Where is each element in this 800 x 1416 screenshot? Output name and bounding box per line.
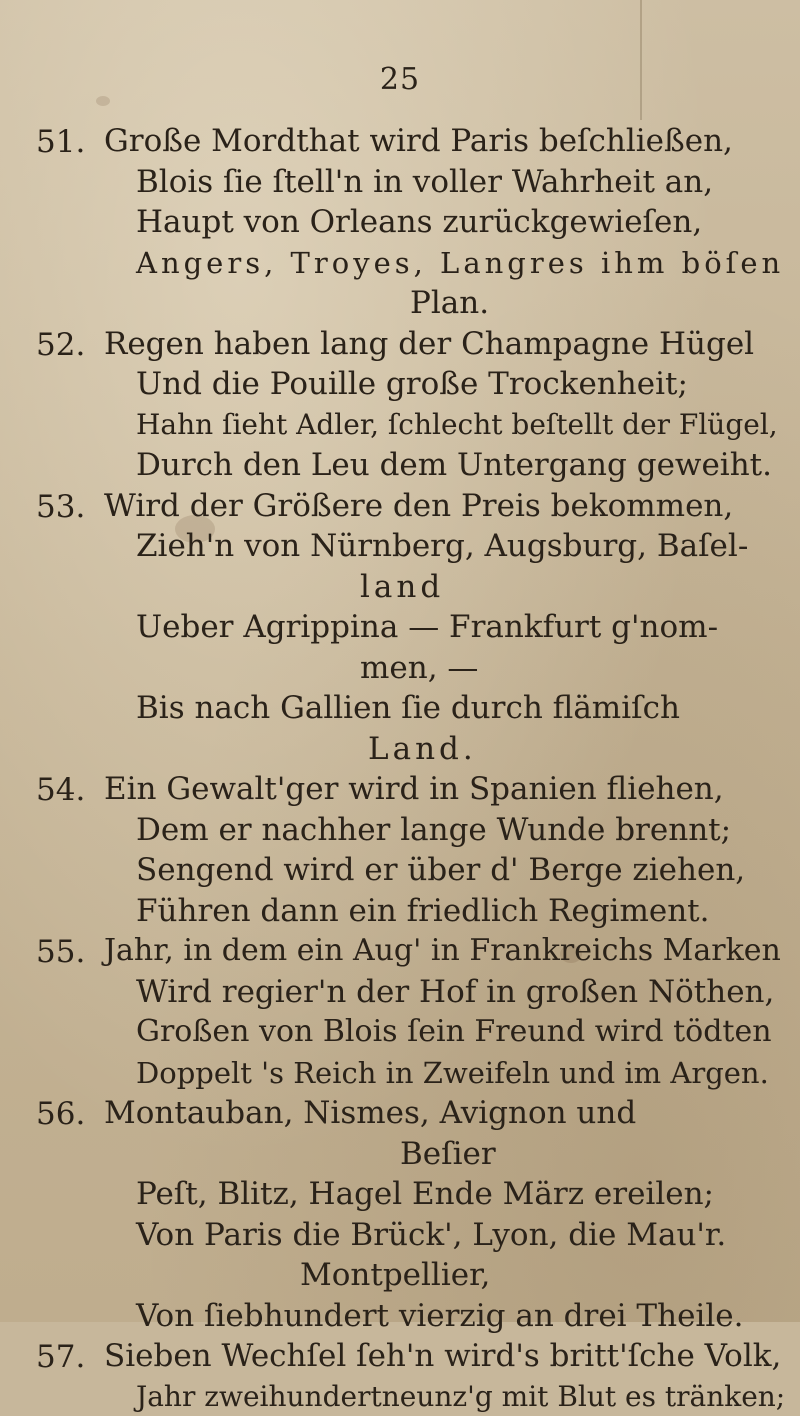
verse-line: Sieben Wechſel ſeh'n wird's britt'ſche Volk, [104,1338,782,1374]
verse-line: Land. [368,730,477,767]
verse-line: Wird regier'n der Hof in großen Nöthen, [136,973,775,1010]
verse-line: Montauban, Nismes, Avignon und [104,1095,637,1131]
verse-line: Dem er nachher lange Wunde brennt; [136,811,732,848]
verse-line: Haupt von Orleans zurückgewieſen, [136,204,703,240]
verse-line: Blois ſie ſtell'n in voller Wahrheit an, [136,163,714,200]
page-number: 25 [379,62,421,97]
verse-line: Wird der Größere den Preis bekommen, [104,487,734,524]
verse-line: men, — [360,649,479,686]
verse-line: Hahn ſieht Adler, ſchlecht beſtellt der Flügel, [136,407,778,441]
verse-line: Jahr, in dem ein Aug' in Frankreichs Marken [104,933,781,968]
verse-number: 53. [36,488,86,525]
verse-line: Großen von Blois ſein Freund wird tödten [136,1014,772,1049]
verse-line: Und die Pouille große Trockenheit; [136,366,688,402]
verse-line: Führen dann ein friedlich Regiment. [136,892,710,929]
verse-line: Von Paris die Brück', Lyon, die Mau'r. [136,1216,727,1253]
verse-line: Regen haben lang der Champagne Hügel [104,325,755,362]
verse-line: Große Mordthat wird Paris beſchließen, [104,123,733,159]
verse-number: 52. [36,326,86,363]
verse-line: Doppelt 's Reich in Zweifeln und im Argen. [136,1055,769,1090]
verse-line: Sengend wird er über d' Berge ziehen, [136,852,746,888]
paper-stain [96,96,110,106]
verse-line: Plan. [410,285,490,321]
verse-line: Ein Gewalt'ger wird in Spanien fliehen, [104,771,724,807]
verse-line: Jahr zweihundertneunz'g mit Blut es tränken; [136,1379,786,1413]
verse-line: land [360,568,445,605]
verse-line: Beſier [400,1135,496,1172]
paper-fold [640,0,642,120]
verse-line: Von ſiebhundert vierzig an drei Theile. [136,1297,744,1334]
verse-line: Angers, Troyes, Langres ihm böſen [136,245,785,280]
verse-line: Ueber Agrippina — Frankfurt g'nom- [136,609,719,645]
verse-number: 54. [36,772,86,808]
verse-number: 56. [36,1096,86,1132]
verse-line: Montpellier, [300,1257,491,1293]
verse-number: 55. [36,934,86,970]
verse-line: Zieh'n von Nürnberg, Augsburg, Baſel- [136,528,749,564]
verse-number: 51. [36,124,86,160]
verse-line: Durch den Leu dem Untergang geweiht. [136,447,772,483]
verse-line: Peſt, Blitz, Hagel Ende März ereilen; [136,1176,714,1212]
verse-line: Bis nach Gallien ſie durch flämiſch [136,690,680,726]
verse-number: 57. [36,1339,86,1375]
